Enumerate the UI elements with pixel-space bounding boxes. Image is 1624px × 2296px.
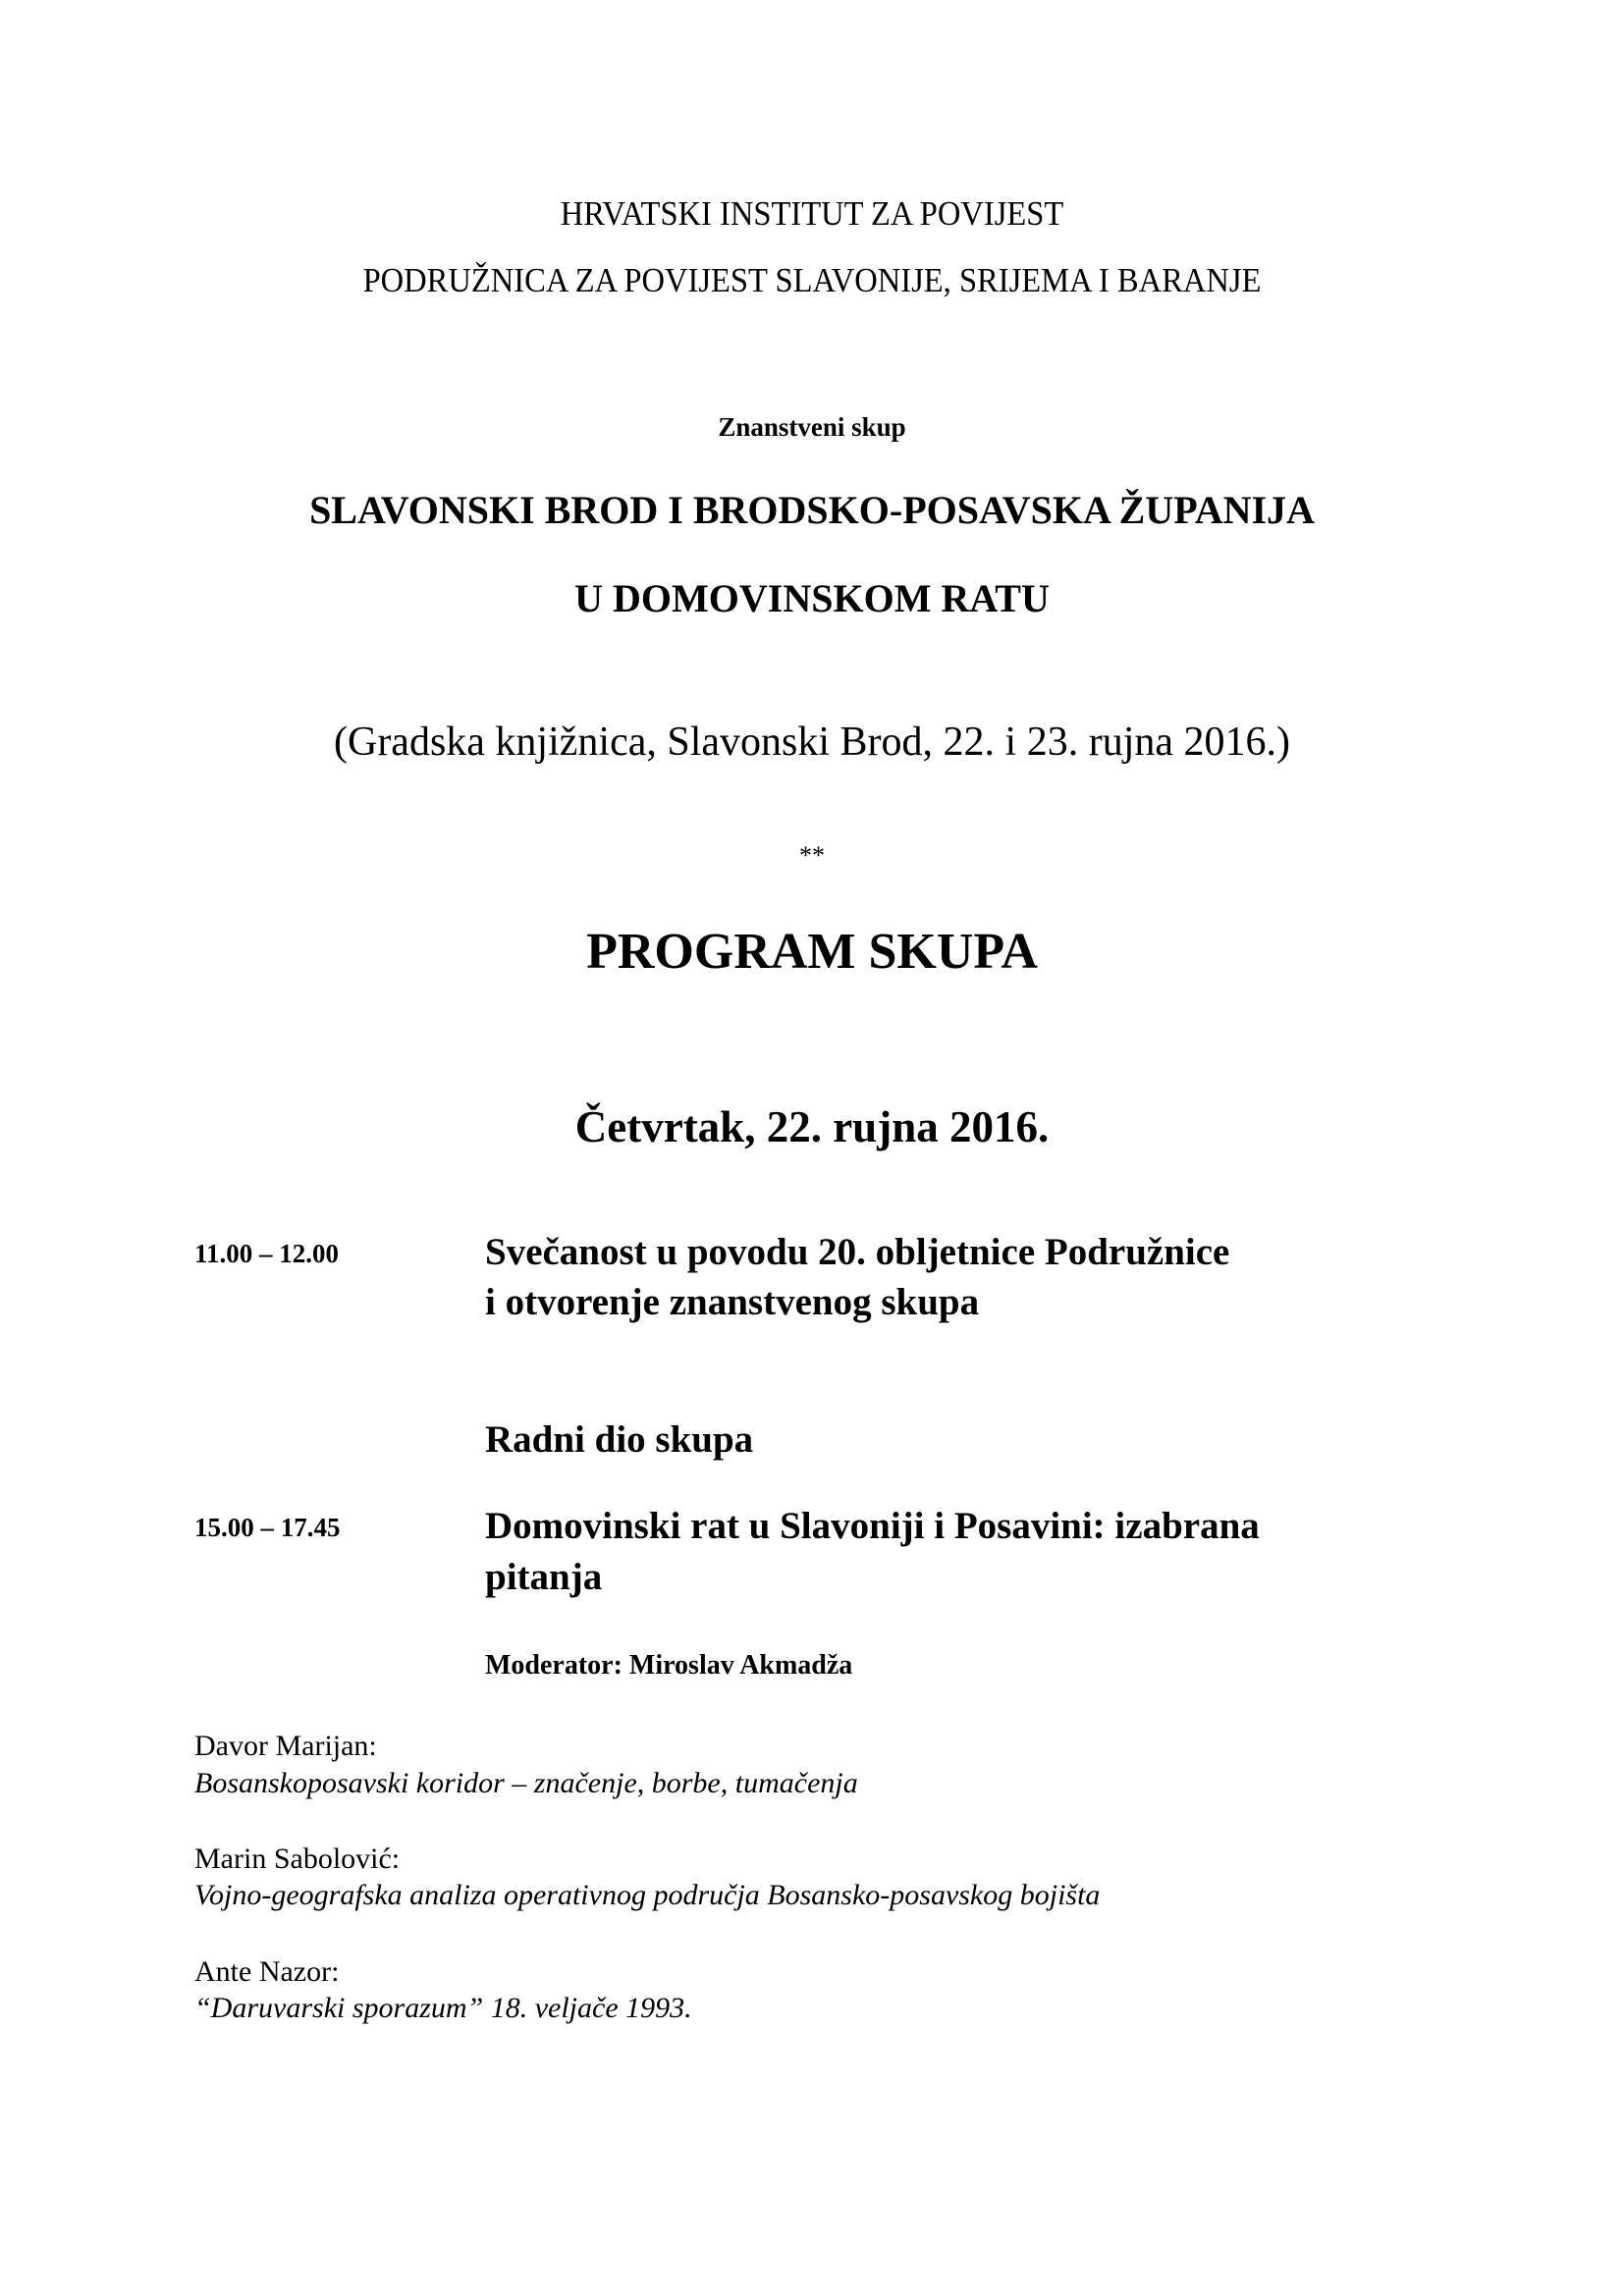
program-heading: PROGRAM SKUPA xyxy=(586,924,1038,980)
separator: ** xyxy=(799,841,825,870)
session-time: 15.00 – 17.45 xyxy=(194,1513,341,1542)
session-time: 11.00 – 12.00 xyxy=(194,1239,340,1268)
talk-speaker: Marin Sabolović: xyxy=(194,1842,401,1875)
talk-speaker: Ante Nazor: xyxy=(194,1955,340,1988)
session-title-line: Svečanost u povodu 20. obljetnice Podružnice xyxy=(485,1231,1230,1273)
session-title-line: i otvorenje znanstvenog skupa xyxy=(485,1281,980,1323)
institute-name: HRVATSKI INSTITUT ZA POVIJEST xyxy=(560,194,1064,233)
session-moderator: Moderator: Miroslav Akmadža xyxy=(485,1650,853,1681)
event-venue: (Gradska knjižnica, Slavonski Brod, 22. i 23. rujna 2016.) xyxy=(334,720,1290,765)
session-title-line: pitanja xyxy=(485,1556,603,1598)
event-title-line2: U DOMOVINSKOM RATU xyxy=(574,576,1050,620)
section-heading: Radni dio skupa xyxy=(485,1418,754,1461)
event-title-line1: SLAVONSKI BROD I BRODSKO-POSAVSKA ŽUPANIJA xyxy=(309,488,1315,532)
talk-speaker: Davor Marijan: xyxy=(194,1730,377,1762)
program-day: Četvrtak, 22. rujna 2016. xyxy=(574,1102,1050,1151)
event-type: Znanstveni skup xyxy=(718,412,906,442)
session-title-line: Domovinski rat u Slavoniji i Posavini: izabrana xyxy=(485,1505,1260,1547)
branch-name: PODRUŽNICA ZA POVIJEST SLAVONIJE, SRIJEMA I BARANJE xyxy=(362,261,1262,299)
talk-title: “Daruvarski sporazum” 18. veljače 1993. xyxy=(194,1992,692,2024)
talk-title: Bosanskoposavski koridor – značenje, borbe, tumačenja xyxy=(194,1767,858,1799)
talk-title: Vojno-geografska analiza operativnog područja Bosansko-posavskog bojišta xyxy=(194,1879,1101,1911)
